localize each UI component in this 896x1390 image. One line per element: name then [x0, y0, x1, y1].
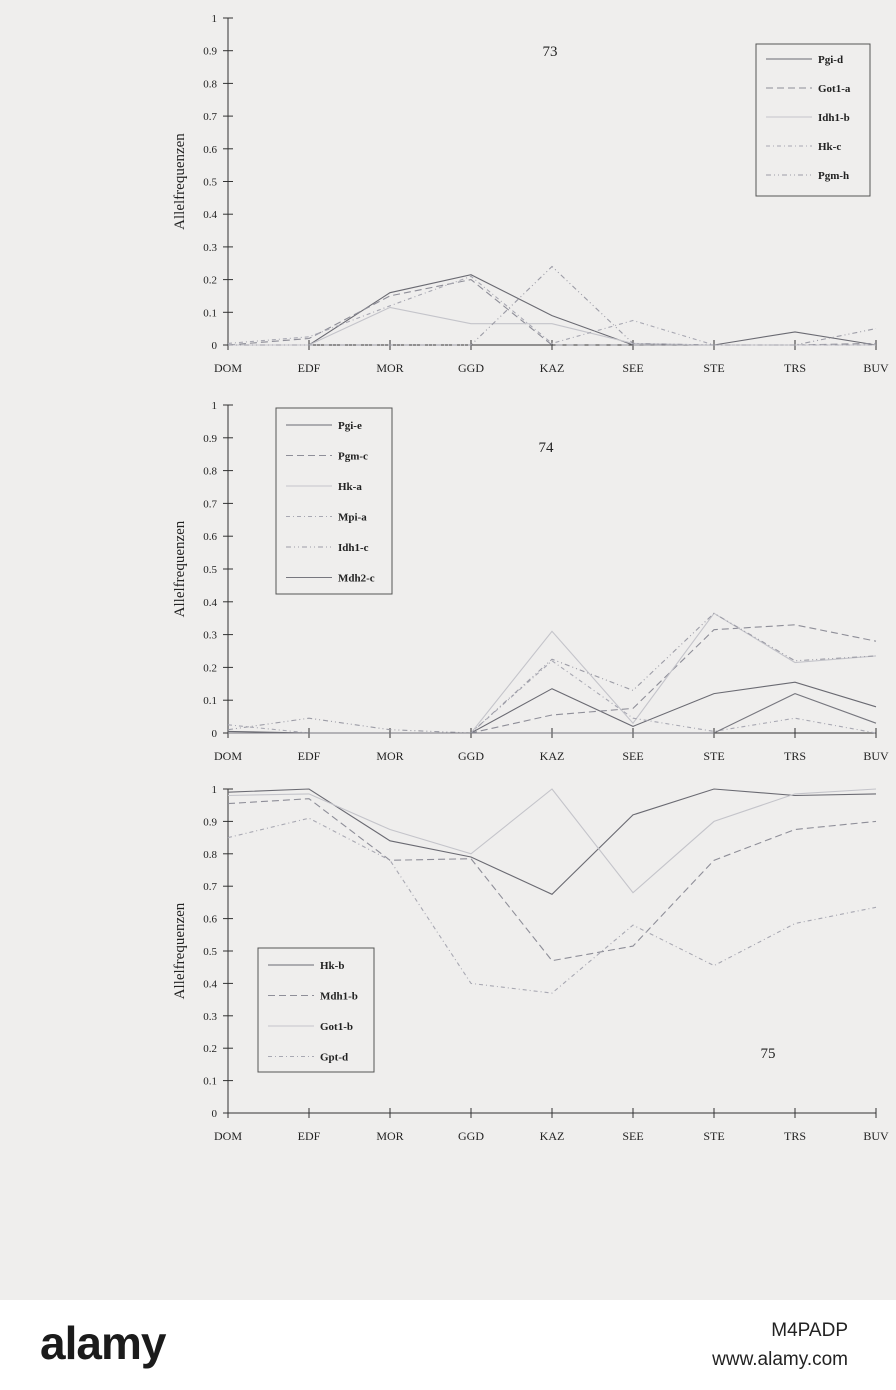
legend-label: Hk-b	[320, 960, 345, 972]
y-tick-label: 0	[211, 1108, 217, 1120]
y-tick-label: 0.8	[203, 78, 217, 91]
y-tick-label: 0.7	[203, 881, 217, 894]
series-line-mpi-a	[228, 661, 876, 733]
series-line-idh1-b	[228, 307, 876, 345]
x-tick-label: STE	[703, 749, 725, 763]
x-tick-label: STE	[703, 361, 725, 375]
series-line-pgm-c	[228, 625, 876, 733]
legend-label: Pgm-c	[338, 450, 368, 463]
footer-image-id: M4PADP	[771, 1320, 848, 1341]
chart-number-label: 74	[538, 440, 554, 456]
legend-label: Idh1-b	[818, 112, 850, 124]
x-tick-label: SEE	[622, 749, 644, 763]
x-tick-label: MOR	[376, 749, 404, 763]
y-tick-label: 0.3	[203, 629, 217, 642]
y-tick-label: 0	[211, 728, 217, 740]
legend-box	[258, 948, 374, 1072]
y-tick-label: 0.6	[203, 531, 217, 544]
x-tick-label: SEE	[622, 1129, 644, 1143]
y-axis-label: Allelfrequenzen	[172, 902, 188, 1000]
legend-label: Got1-a	[818, 83, 851, 95]
y-tick-label: 0.9	[203, 45, 217, 58]
y-tick-label: 0.9	[203, 432, 217, 445]
x-tick-label: TRS	[783, 361, 807, 375]
y-tick-label: 1	[211, 13, 217, 25]
y-tick-label: 0.7	[203, 498, 217, 511]
legend-label: Pgi-d	[818, 54, 844, 66]
y-axis-label: Allelfrequenzen	[172, 133, 188, 230]
y-tick-label: 0.7	[203, 111, 217, 124]
chart-number-label: 75	[760, 1046, 776, 1062]
y-tick-label: 0.8	[203, 848, 217, 861]
legend-label: Mpi-a	[338, 511, 367, 524]
legend-label: Hk-c	[818, 141, 842, 153]
x-tick-label: BUV	[863, 749, 889, 763]
series-line-hk-b	[228, 789, 876, 894]
x-tick-label: BUV	[863, 361, 889, 375]
x-tick-label: GGD	[458, 361, 484, 375]
y-tick-label: 0.3	[203, 1010, 217, 1023]
legend-box	[756, 44, 870, 196]
y-tick-label: 0.6	[203, 143, 217, 156]
series-line-pgm-h	[228, 267, 876, 346]
footer-logo: alamy	[40, 1317, 166, 1369]
y-tick-label: 0.2	[203, 662, 217, 675]
y-tick-label: 0.4	[203, 596, 217, 609]
legend-label: Mdh1-b	[320, 990, 358, 1003]
legend-label: Got1-b	[320, 1021, 353, 1033]
y-tick-label: 1	[211, 784, 217, 796]
x-tick-label: EDF	[297, 749, 321, 763]
y-tick-label: 0.5	[203, 564, 217, 576]
series-line-pgi-d	[228, 275, 876, 345]
legend-label: Pgi-e	[338, 420, 362, 432]
x-tick-label: EDF	[297, 1129, 321, 1143]
y-tick-label: 0.1	[203, 307, 217, 320]
y-tick-label: 0.2	[203, 274, 217, 287]
series-line-mdh2-c	[228, 694, 876, 733]
x-tick-label: GGD	[458, 749, 484, 763]
x-tick-label: STE	[703, 1129, 725, 1143]
y-tick-label: 0.3	[203, 241, 217, 254]
x-tick-label: KAZ	[539, 361, 565, 375]
x-tick-label: DOM	[213, 361, 243, 375]
legend-label: Gpt-d	[320, 1051, 349, 1064]
y-tick-label: 0.4	[203, 978, 217, 991]
x-tick-label: DOM	[213, 749, 243, 763]
y-tick-label: 1	[211, 400, 217, 412]
x-tick-label: DOM	[213, 1129, 243, 1143]
y-tick-label: 0.9	[203, 816, 217, 829]
x-tick-label: GGD	[458, 1129, 484, 1143]
x-tick-label: TRS	[783, 749, 807, 763]
series-line-got1-b	[228, 789, 876, 893]
x-tick-label: KAZ	[539, 1129, 565, 1143]
legend-label: Mdh2-c	[338, 572, 375, 585]
x-tick-label: MOR	[376, 1129, 404, 1143]
x-tick-label: BUV	[863, 1129, 889, 1143]
y-tick-label: 0.6	[203, 913, 217, 926]
y-tick-label: 0.5	[203, 176, 217, 189]
x-tick-label: EDF	[297, 361, 321, 375]
y-axis-label: Allelfrequenzen	[172, 520, 188, 618]
series-line-mdh1-b	[228, 799, 876, 961]
legend-label: Pgm-h	[818, 170, 850, 182]
series-line-pgi-e	[228, 682, 876, 733]
y-tick-label: 0.2	[203, 1043, 217, 1056]
legend-label: Idh1-c	[338, 542, 369, 554]
x-tick-label: TRS	[783, 1129, 807, 1143]
y-tick-label: 0.4	[203, 209, 217, 222]
y-tick-label: 0	[211, 340, 217, 352]
x-tick-label: SEE	[622, 361, 644, 375]
legend-label: Hk-a	[338, 481, 362, 493]
chart-number-label: 73	[542, 44, 558, 60]
x-tick-label: KAZ	[539, 749, 565, 763]
legend-box	[276, 408, 392, 594]
y-tick-label: 0.1	[203, 1075, 217, 1088]
y-tick-label: 0.5	[203, 946, 217, 958]
y-tick-label: 0.1	[203, 695, 217, 708]
y-tick-label: 0.8	[203, 465, 217, 478]
footer-url: www.alamy.com	[712, 1349, 848, 1370]
x-tick-label: MOR	[376, 361, 404, 375]
